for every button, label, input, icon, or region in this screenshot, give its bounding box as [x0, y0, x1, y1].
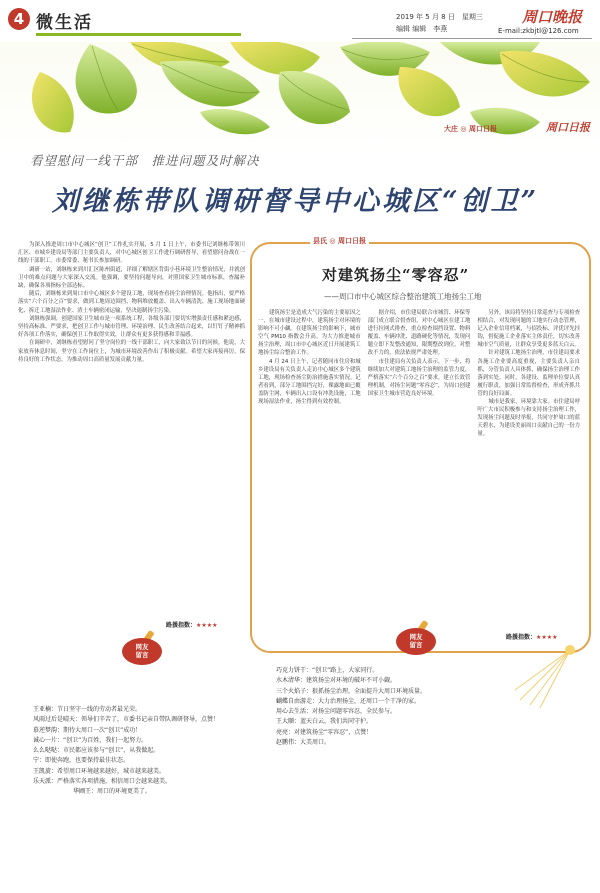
boxed-article-tag: 县氏 ◎ 周口日报: [310, 236, 369, 246]
comments-badge: [120, 632, 166, 668]
article-paragraph: 在调研中，刘继栋看望慰问了坚守岗位的一线干部职工，向大家致以节日的问候。他说，大家放弃休息时间，坚守在工作岗位上，为城市环境改善作出了积极贡献。希望大家再接再厉，保持良好的工作状态，为推动周口高质量发展贡献力量。: [18, 340, 245, 363]
article-body: [18, 241, 245, 611]
editor-line: 编辑 编辑 李燕: [396, 25, 448, 33]
badge-label: 留言: [409, 641, 423, 649]
badge-label: 留言: [135, 651, 149, 659]
comment-item: [276, 676, 491, 685]
comment-author: 慕逆梦韵：: [33, 726, 64, 734]
article-paragraph: 随后，刘继栋来到周口市中心城区多个建设工地，现场查看扬尘治理情况。他指出，要严格落实“六个百分之百”要求，做到工地周边围挡、物料堆放覆盖、出入车辆清洗、施工现场地面硬化、拆迁工地湿法作业、渣土车辆密闭运输，坚决遏制扬尘污染。: [18, 291, 245, 314]
comment-author: 赵鹏伟：: [276, 739, 301, 747]
comment-author: 诚心一片：: [33, 736, 64, 744]
comment-text: 期待大周口一次“创卫”成功！: [63, 726, 142, 734]
comment-text: 节日坚守一线的劳动者最光荣。: [57, 706, 142, 713]
header-underline: [36, 33, 241, 36]
article-paragraph: 4 月 24 日上午，记者随同市住房和城乡建设局有关负责人走访中心城区多个建筑工地，现场检查扬尘防治措施落实情况。记者看到，部分工地围挡完好，裸露地面已覆盖防尘网，车辆出入口设有冲洗设施，工地现场湿法作业，扬尘得到有效控制。: [258, 358, 361, 406]
comment-text: 对扬尘问题零容忍，全民参与。: [312, 708, 397, 716]
speech-bubble-icon: [122, 638, 162, 665]
comment-text: 蓝天白云，我们共同守护。: [300, 718, 373, 726]
comment-text: 大力治理扬尘，还周口一个干净的家。: [318, 697, 421, 705]
comment-author: 巧克力饼干：: [276, 667, 313, 674]
comment-text: 领导们辛苦了，市委书记亲自带队调研督导，点赞！: [81, 716, 220, 724]
comment-author: 宁：: [33, 757, 46, 765]
article-subtitle: 看望慰问一线干部 推进问题及时解决: [30, 153, 260, 168]
article-paragraph: 针对建筑工地扬尘治理，市住建局要求各施工企业要高度重视，主要负责人亲自抓，分管负责人具体抓，确保扬尘治理工作落到实处。同时，各建设、监理单位要认真履行职责，加强日常监督检查，形成齐抓共管的良好局面。: [477, 350, 581, 397]
boxed-article-column: [368, 309, 471, 627]
article-paragraph: 建筑扬尘是造成大气污染的主要原因之一，在城市建设过程中，建筑扬尘对环境的影响不可小觑。在建筑扬尘的影响下，城市空气 PM10 指数会升高。为大力推进城市扬尘治理，周口市中心城区近日开展建筑工地扬尘综合整治工作。: [258, 310, 361, 357]
rating-label: 路援指数：: [166, 622, 197, 629]
comment-text: 希望周口环境越来越好，城市越来越美。: [57, 767, 166, 775]
comments-list-left: [33, 705, 248, 798]
comment-author: 水木清华：: [276, 677, 307, 685]
contact-email: E-mail:zkbjtl@126.com: [498, 27, 579, 35]
boxed-article-column: [258, 309, 361, 627]
comment-author: 华圃王：: [73, 788, 98, 796]
comment-item: [276, 728, 491, 737]
comment-item: [33, 787, 248, 796]
light-rays-illustration: [510, 640, 580, 710]
comment-item: [276, 707, 491, 716]
article-paragraph: 为深入推进周口市中心城区“创卫”工作扎实开展，5 月 1 日上午，市委书记刘继栋带领川汇区、市城乡建设局等部门主要负责人，对中心城区创卫工作进行调研督导，看望慰问奋战在一线的干部职工。市委常委、秘书长参加调研。: [18, 242, 245, 265]
comment-author: 王大顺：: [276, 718, 301, 726]
article-rating: [166, 620, 218, 629]
comment-item: [33, 777, 248, 786]
comment-item: [33, 726, 248, 735]
article-paragraph: 另外，该局将坚持日常巡查与专项检查相结合，对发现问题的工地实行动态管理，记入企业信用档案，与招投标、评优评先挂钩，督促施工企业落实主体责任，切实改善城市空气质量，让群众享受更多蓝天白云。: [477, 310, 581, 349]
comment-item: [33, 756, 248, 765]
article-paragraph: 城市是我家，环境靠大家。市住建局呼吁广大市民积极参与和支持扬尘治理工作，发现扬尘问题及时举报，共同守护周口的蓝天碧水，为建设美丽周口贡献自己的一份力量。: [477, 399, 581, 438]
article-paragraph: 据介绍，市住建局联合市城管、环保等部门成立联合督查组，对中心城区在建工地进行拉网式排查，重点检查围挡设置、物料覆盖、车辆冲洗、道路硬化等情况，发现问题立即下发整改通知，限期整改到位。对整改不力的，依法依规严肃处理。: [367, 310, 471, 357]
comment-author: 蝴蝶自由游走：: [276, 697, 319, 705]
comment-author: 王亚楠：: [33, 706, 58, 713]
rating-stars: ★★★★: [536, 634, 558, 641]
comment-text: 即使奔跑，也要保持最佳状态。: [45, 757, 130, 765]
comment-item: [276, 738, 491, 747]
masthead-logo: 周口晚报: [522, 8, 583, 26]
comment-text: 周口的环境更美了。: [97, 788, 152, 796]
comment-item: [33, 715, 248, 724]
comment-item: [33, 736, 248, 745]
article-headline: 刘继栋带队调研督导中心城区“创卫”: [52, 186, 540, 217]
boxed-article-body: [258, 309, 580, 627]
comment-item: [276, 687, 491, 696]
issue-date: 2019 年 5 月 8 日 星期三: [396, 13, 483, 21]
sponsor-credit: 大庄 ◎ 周口日报: [444, 125, 497, 133]
comment-item: [33, 705, 248, 714]
boxed-article-column: [477, 309, 580, 627]
comment-item: [33, 767, 248, 776]
rating-stars: ★★★★: [196, 622, 218, 629]
comment-author: 三个火焰子：: [276, 687, 313, 695]
article-paragraph: 调研一站，刘继栋来到川汇区陈州街道，详细了解辖区背街小巷环境卫生整治情况，并就创卫中的难点问题与大家深入交流。他强调，要坚持问题导向，对照国家卫生城市标准，查漏补缺，确保各项指标全部达标。: [18, 266, 245, 290]
comment-item: [276, 666, 491, 675]
boxed-article-title: 对建筑扬尘“零容忍”: [322, 266, 470, 284]
comment-item: [276, 717, 491, 726]
comment-text: 建筑扬尘对环境的破坏不可小觑。: [306, 677, 397, 685]
article-paragraph: 刘继栋强调，创建国家卫生城市是一项系统工程，各级各部门要切实增强责任感和紧迫感，坚持高标准、严要求，把创卫工作与城市管理、环境治理、民生改善结合起来，以钉钉子精神抓好各项工作落实，确保创卫工作取得实效，让群众有更多获得感和幸福感。: [18, 315, 245, 339]
section-title: 微生活: [36, 13, 93, 33]
comment-text: “创卫”为百姓，我们一起努力。: [63, 736, 148, 744]
comment-author: 王凯旋：: [33, 767, 58, 775]
comments-list-right: [276, 666, 491, 748]
rating-label: 路援指数：: [506, 634, 537, 641]
comments-badge: [394, 622, 440, 658]
comment-text: 严格落实各项措施，相信周口会越来越美。: [57, 778, 172, 786]
sponsor-logo: 周口日报: [546, 121, 590, 134]
comment-text: 大美周口。: [300, 739, 331, 747]
comment-item: [276, 697, 491, 706]
page-number: 4: [8, 8, 30, 30]
leaves-banner-image: [0, 42, 600, 154]
comment-author: 亮亮：: [276, 728, 295, 736]
badge-label: 网友: [135, 643, 149, 651]
badge-label: 网友: [409, 633, 423, 641]
comment-text: “创卫”路上，大家同行。: [312, 667, 379, 674]
article-paragraph: 市住建局有关负责人表示，下一步，将继续加大对建筑工地扬尘治理的监管力度，严格落实“六个百分之百”要求，建立长效管理机制，对扬尘问题“零容忍”，为周口创建国家卫生城市营造良好环境。: [367, 358, 471, 397]
comment-text: 对建筑扬尘“零容忍”，点赞！: [294, 728, 373, 736]
comment-author: 风雨过后是晴天：: [33, 716, 82, 724]
comment-author: 乐天派：: [33, 778, 58, 786]
speech-bubble-icon: [396, 628, 436, 655]
header-rule: [352, 38, 592, 39]
comment-item: [33, 746, 248, 755]
comment-text: 市民都应该参与“创卫”，从我做起。: [63, 747, 160, 755]
comment-text: 狠抓扬尘治理，全面提升大周口环境质量。: [312, 687, 427, 695]
boxed-article-subtitle: ——周口市中心城区综合整治建筑工地扬尘工地: [324, 292, 482, 301]
comment-author: 么么哒哒：: [33, 747, 64, 755]
comment-author: 用心去生活：: [276, 708, 313, 716]
